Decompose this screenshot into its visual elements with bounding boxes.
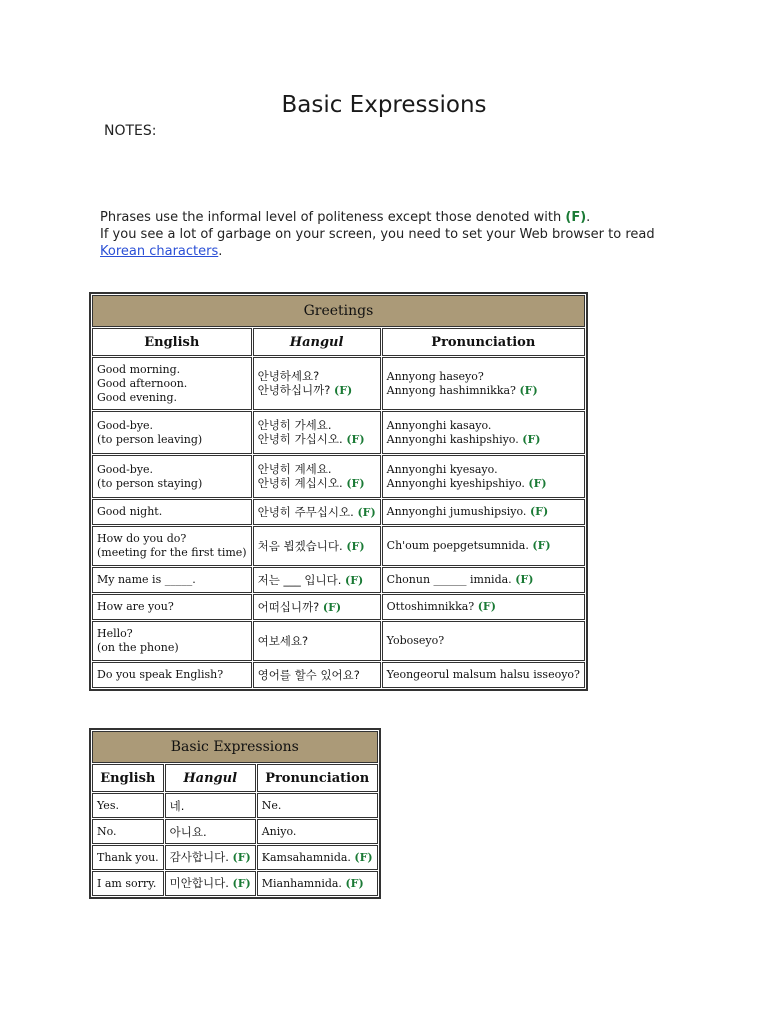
english-cell — [92, 567, 252, 593]
pronunciation-cell — [257, 845, 378, 870]
cell-text: (meeting for the first time) — [97, 546, 247, 559]
english-cell — [92, 411, 252, 454]
english-cell — [92, 871, 164, 896]
formal-marker: (F) — [346, 539, 365, 553]
browser-note-end: . — [218, 244, 223, 259]
table-row — [92, 871, 378, 896]
pronunciation-cell — [382, 621, 585, 661]
formal-marker: (F) — [477, 600, 496, 613]
cell-text: Aniyo. — [261, 824, 297, 838]
pronunciation-cell — [382, 567, 585, 593]
english-cell — [92, 793, 164, 818]
formal-marker: (F) — [565, 210, 587, 225]
hangul-cell — [253, 621, 381, 661]
cell-text: 안녕히 가십시오. — [257, 432, 343, 446]
column-header-pronunciation: Pronunciation — [257, 764, 378, 792]
formal-marker: (F) — [334, 384, 353, 397]
pronunciation-cell — [382, 357, 585, 410]
column-header-pronunciation: Pronunciation — [382, 328, 585, 356]
pronunciation-cell — [257, 819, 378, 844]
hangul-cell — [253, 662, 381, 688]
hangul-cell — [253, 455, 381, 498]
column-header-hangul: Hangul — [253, 328, 381, 356]
cell-text: Yes. — [97, 798, 119, 812]
formal-marker: (F) — [345, 876, 364, 890]
cell-text: 안녕하세요? — [257, 369, 320, 383]
formal-marker: (F) — [345, 573, 364, 587]
cell-text: Chonun ______ imnida. — [386, 573, 512, 586]
cell-text: 안녕히 계세요. — [257, 462, 332, 476]
column-header-hangul: Hangul — [165, 764, 256, 792]
cell-text: Ottoshimnikka? — [386, 600, 475, 613]
table-row — [92, 526, 585, 566]
pronunciation-cell — [382, 662, 585, 688]
table-row — [92, 411, 585, 454]
notes-label: NOTES: — [104, 123, 157, 139]
cell-text: Good afternoon. — [97, 376, 188, 390]
cell-text: Good night. — [97, 505, 163, 518]
formal-marker: (F) — [529, 505, 549, 518]
cell-text: Annyonghi kasayo. — [386, 418, 492, 432]
cell-text: Yeongeorul malsum halsu isseoyo? — [386, 668, 580, 681]
cell-text: Ch'oum poepgetsumnida. — [386, 539, 529, 552]
pronunciation-cell — [257, 793, 378, 818]
formal-marker: (F) — [532, 539, 551, 552]
cell-text: 안녕하십니까? — [257, 383, 331, 397]
formal-marker: (F) — [519, 383, 538, 397]
hangul-cell — [253, 526, 381, 566]
cell-text: 처음 뵙겠습니다. — [257, 538, 343, 553]
basic-expressions-table — [89, 728, 381, 899]
cell-text: 저는 ___ 입니다. — [257, 572, 342, 587]
cell-text: (to person staying) — [97, 476, 203, 490]
politeness-note-text: Phrases use the informal level of politeness except those denoted with — [100, 210, 562, 225]
table-row — [92, 499, 585, 525]
politeness-note — [100, 209, 700, 226]
hangul-cell — [165, 793, 256, 818]
cell-text: Annyonghi kyesayo. — [386, 462, 498, 476]
cell-text: How do you do? — [97, 532, 187, 545]
cell-text: 아니요. — [169, 824, 207, 839]
cell-text: 안녕히 계십시오. — [257, 476, 343, 490]
pronunciation-cell — [382, 455, 585, 498]
pronunciation-cell — [382, 411, 585, 454]
cell-text: (to person leaving) — [97, 432, 203, 446]
cell-text: My name is _____. — [97, 573, 196, 586]
cell-text: Mianhamnida. — [261, 876, 342, 890]
column-header-english: English — [92, 328, 252, 356]
cell-text: No. — [97, 824, 117, 838]
table-row — [92, 819, 378, 844]
cell-text: 영어를 할수 있어요? — [257, 668, 360, 682]
cell-text: Do you speak English? — [97, 668, 224, 681]
formal-marker: (F) — [346, 433, 365, 446]
hangul-cell — [253, 411, 381, 454]
cell-text: Thank you. — [97, 850, 159, 864]
table-row — [92, 793, 378, 818]
table-row — [92, 567, 585, 593]
cell-text: 안녕히 주무십시오. — [257, 504, 354, 519]
pronunciation-cell — [257, 871, 378, 896]
hangul-cell — [253, 499, 381, 525]
hangul-cell — [253, 567, 381, 593]
formal-marker: (F) — [346, 477, 365, 490]
intro-text — [100, 209, 700, 260]
formal-marker: (F) — [528, 476, 547, 490]
cell-text: Kamsahamnida. — [261, 850, 351, 864]
formal-marker: (F) — [357, 505, 376, 519]
cell-text: Good evening. — [97, 390, 178, 404]
korean-characters-link[interactable]: Korean characters — [100, 244, 219, 259]
cell-text: I am sorry. — [97, 876, 157, 890]
hangul-cell — [165, 819, 256, 844]
cell-text: Annyonghi jumushipsiyo. — [386, 505, 527, 518]
pronunciation-cell — [382, 499, 585, 525]
table-row — [92, 455, 585, 498]
table-row — [92, 845, 378, 870]
hangul-cell — [165, 871, 256, 896]
formal-marker: (F) — [354, 850, 373, 864]
browser-note: If you see a lot of garbage on your screen, you need to set your Web browser to read — [100, 227, 655, 242]
cell-text: Good morning. — [97, 362, 181, 376]
cell-text: Yoboseyo? — [386, 634, 445, 647]
cell-text: 미안합니다. — [169, 876, 229, 890]
formal-marker: (F) — [322, 600, 342, 614]
english-cell — [92, 499, 252, 525]
formal-marker: (F) — [515, 573, 534, 586]
cell-text: Good-bye. — [97, 418, 154, 432]
cell-text: Good-bye. — [97, 462, 154, 476]
pronunciation-cell — [382, 594, 585, 620]
greetings-caption: Greetings — [92, 295, 585, 327]
table-row — [92, 662, 585, 688]
english-cell — [92, 357, 252, 410]
cell-text: Hello? — [97, 627, 133, 640]
pronunciation-cell — [382, 526, 585, 566]
page-title: Basic Expressions — [281, 92, 487, 118]
table-row — [92, 621, 585, 661]
hangul-cell — [253, 594, 381, 620]
basic-expressions-caption: Basic Expressions — [92, 731, 378, 763]
english-cell — [92, 594, 252, 620]
english-cell — [92, 455, 252, 498]
hangul-cell — [165, 845, 256, 870]
cell-text: Annyonghi kyeshipshiyo. — [386, 476, 525, 490]
cell-text: 감사합니다. — [169, 850, 229, 864]
column-header-english: English — [92, 764, 164, 792]
hangul-cell — [253, 357, 381, 410]
formal-marker: (F) — [232, 851, 251, 864]
cell-text: Ne. — [261, 798, 282, 812]
cell-text: 네. — [169, 798, 185, 813]
cell-text: Annyong hashimnikka? — [386, 383, 516, 397]
cell-text: Annyong haseyo? — [386, 369, 484, 383]
cell-text: 어떠십니까? — [257, 599, 320, 614]
cell-text: 여보세요? — [257, 634, 309, 648]
english-cell — [92, 819, 164, 844]
table-row — [92, 594, 585, 620]
cell-text: (on the phone) — [97, 641, 179, 654]
cell-text: How are you? — [97, 600, 174, 613]
english-cell — [92, 526, 252, 566]
english-cell — [92, 845, 164, 870]
english-cell — [92, 662, 252, 688]
english-cell — [92, 621, 252, 661]
cell-text: Annyonghi kashipshiyo. — [386, 432, 519, 446]
greetings-table — [89, 292, 588, 691]
formal-marker: (F) — [232, 877, 251, 890]
formal-marker: (F) — [522, 432, 541, 446]
cell-text: 안녕히 가세요. — [257, 418, 332, 432]
politeness-note-end: . — [586, 210, 591, 225]
table-row — [92, 357, 585, 410]
